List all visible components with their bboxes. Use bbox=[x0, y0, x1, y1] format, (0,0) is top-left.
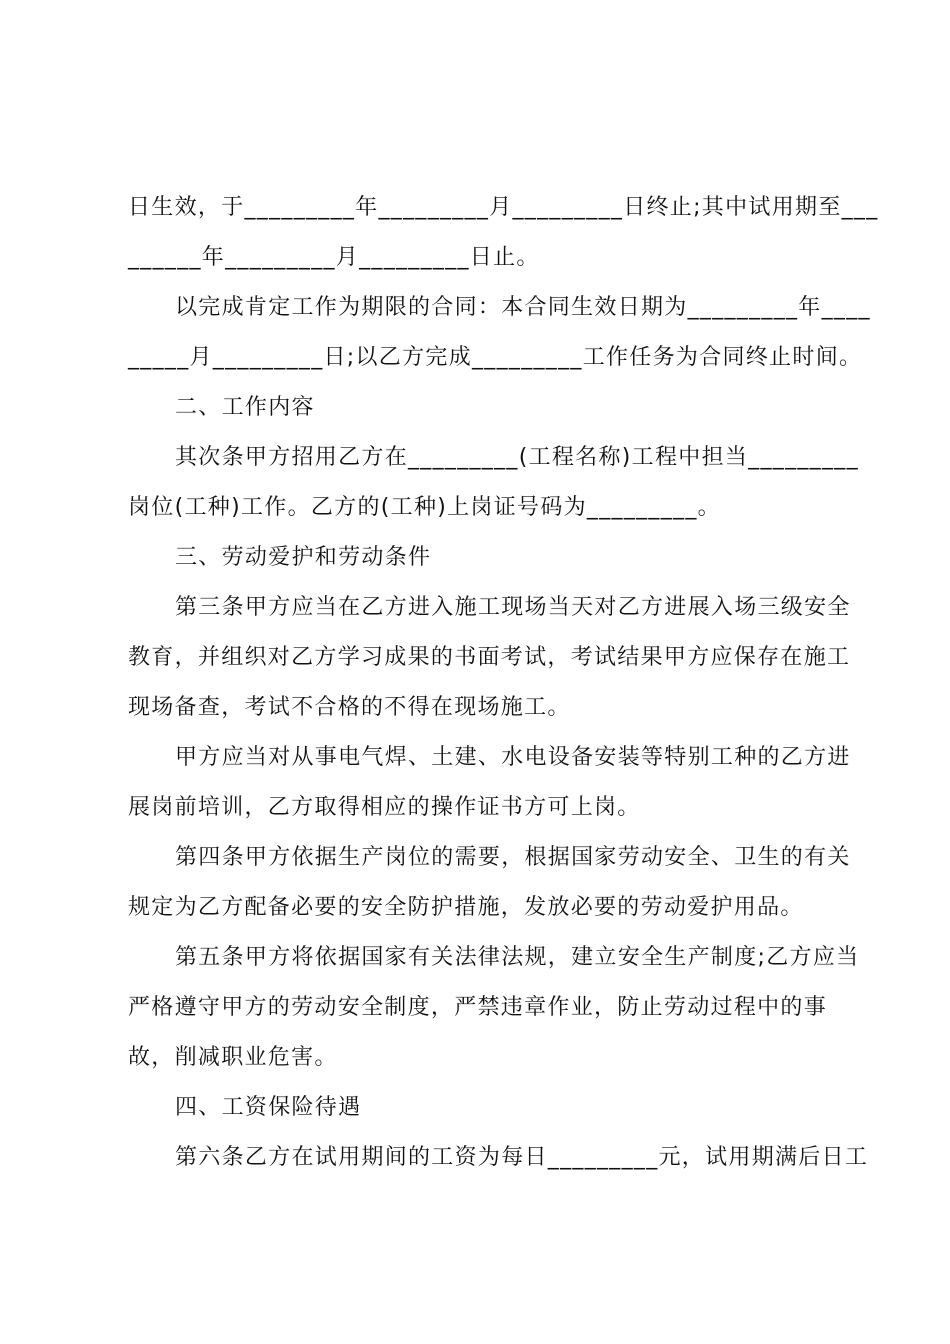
text-line: 故，削减职业危害。 bbox=[128, 1045, 338, 1070]
section-heading: 三、劳动爱护和劳动条件 bbox=[175, 545, 432, 570]
text-line: 现场备查，考试不合格的不得在现场施工。 bbox=[128, 695, 571, 720]
paragraph-first-line: 第五条甲方将依据国家有关法律法规，建立安全生产制度;乙方应当 bbox=[175, 945, 860, 970]
text-line: 日生效，于_________年_________月_________日终止;其中试用期至___ bbox=[128, 195, 879, 220]
section-heading: 二、工作内容 bbox=[175, 395, 315, 420]
text-line: _____月_________日;以乙方完成_________工作任务为合同终止时间。 bbox=[128, 345, 863, 370]
paragraph-first-line: 第三条甲方应当在乙方进入施工现场当天对乙方进展入场三级安全 bbox=[175, 595, 851, 620]
paragraph-first-line: 甲方应当对从事电气焊、土建、水电设备安装等特别工种的乙方进 bbox=[175, 745, 851, 770]
paragraph-first-line: 其次条甲方招用乙方在_________(工程名称)工程中担当_________ bbox=[175, 445, 859, 470]
paragraph-first-line: 第六条乙方在试用期间的工资为每日_________元，试用期满后日工 bbox=[175, 1145, 869, 1170]
text-line: 规定为乙方配备必要的安全防护措施，发放必要的劳动爱护用品。 bbox=[128, 895, 804, 920]
section-heading: 四、工资保险待遇 bbox=[175, 1095, 362, 1120]
text-line: 展岗前培训，乙方取得相应的操作证书方可上岗。 bbox=[128, 795, 641, 820]
paragraph-first-line: 第四条甲方依据生产岗位的需要，根据国家劳动安全、卫生的有关 bbox=[175, 845, 851, 870]
paragraph-first-line: 以完成肯定工作为期限的合同：本合同生效日期为_________年____ bbox=[175, 295, 871, 320]
text-line: 教育，并组织对乙方学习成果的书面考试，考试结果甲方应保存在施工 bbox=[128, 645, 851, 670]
text-line: 岗位(工种)工作。乙方的(工种)上岗证号码为_________。 bbox=[128, 495, 721, 520]
text-line: 严格遵守甲方的劳动安全制度，严禁违章作业，防止劳动过程中的事 bbox=[128, 995, 828, 1020]
text-line: ______年_________月_________日止。 bbox=[128, 245, 540, 270]
